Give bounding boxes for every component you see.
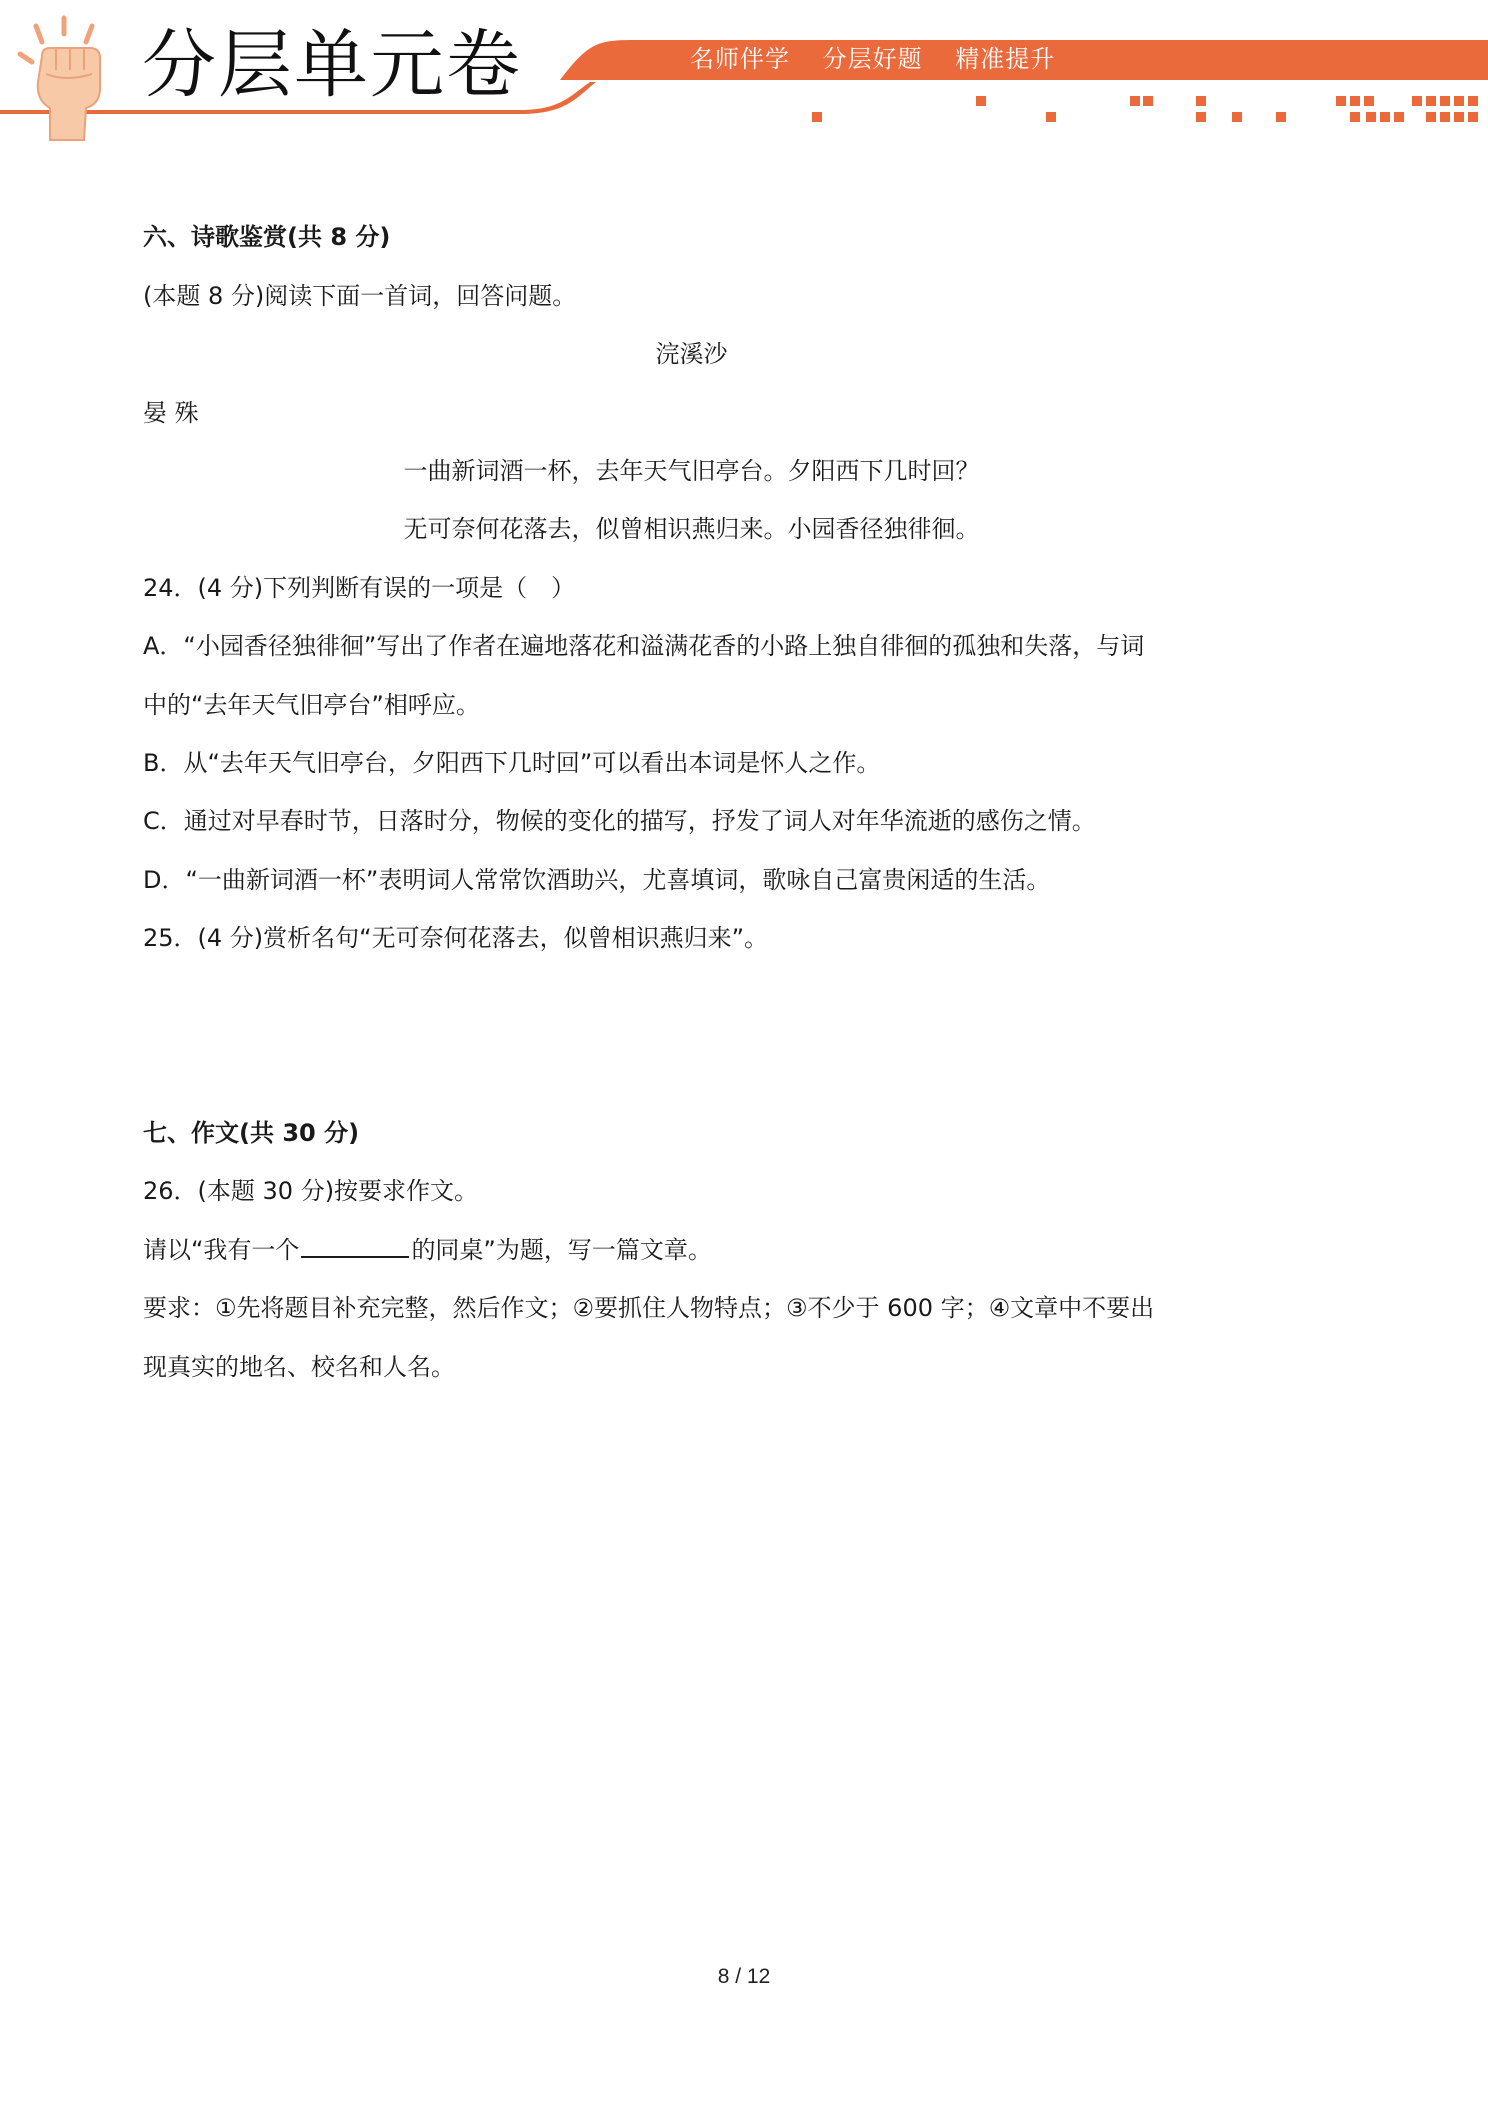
q24-option-b: B．从“去年天气旧亭台，夕阳西下几时回”可以看出本词是怀人之作。 [143, 749, 881, 777]
slogan-3: 精准提升 [955, 45, 1056, 73]
essay-prompt [143, 1232, 712, 1268]
q24-option-c: C．通过对早春时节，日落时分，物候的变化的描写，抒发了词人对年华流逝的感伤之情。 [143, 807, 1096, 835]
q24-option-a-line2: 中的“去年天气旧亭台”相呼应。 [143, 691, 480, 719]
page-header [0, 0, 1488, 140]
slogan-2: 分层好题 [822, 45, 923, 73]
raised-fist-icon [6, 12, 126, 142]
poem-line-2: 无可奈何花落去，似曾相识燕归来。小园香径独徘徊。 [403, 515, 980, 543]
essay-prompt-after: 的同桌”为题，写一篇文章。 [411, 1236, 712, 1264]
poem-author: 晏 殊 [143, 399, 199, 427]
essay-requirements-line1: 要求：①先将题目补充完整，然后作文；②要抓住人物特点；③不少于 600 字；④文章中不要出 [143, 1294, 1155, 1322]
header-slogan [690, 42, 1079, 76]
poem-line-1: 一曲新词酒一杯，去年天气旧亭台。夕阳西下几时回？ [403, 457, 980, 485]
slogan-1: 名师伴学 [690, 45, 790, 73]
question-26: 26．(本题 30 分)按要求作文。 [143, 1177, 479, 1205]
poem-title: 浣溪沙 [655, 340, 728, 368]
page-number: 8 / 12 [717, 1965, 771, 1988]
section7-heading: 七、作文(共 30 分) [143, 1119, 360, 1147]
brand-title: 分层单元卷 [142, 22, 522, 108]
essay-requirements-line2: 现真实的地名、校名和人名。 [143, 1353, 455, 1381]
section6-heading: 六、诗歌鉴赏(共 8 分) [143, 223, 391, 251]
q24-option-d: D．“一曲新词酒一杯”表明词人常常饮酒助兴，尤喜填词，歌咏自己富贵闲适的生活。 [143, 866, 1051, 894]
q24-option-a-line1: A．“小园香径独徘徊”写出了作者在遍地落花和溢满花香的小路上独自徘徊的孤独和失落，与词 [143, 632, 1145, 660]
question-25: 25．(4 分)赏析名句“无可奈何花落去，似曾相识燕归来”。 [143, 924, 769, 952]
section6-intro: (本题 8 分)阅读下面一首词，回答问题。 [143, 282, 577, 310]
question-24: 24．(4 分)下列判断有误的一项是（ ） [143, 574, 576, 602]
essay-prompt-before: 请以“我有一个 [143, 1236, 300, 1264]
essay-title-blank [301, 1234, 409, 1258]
